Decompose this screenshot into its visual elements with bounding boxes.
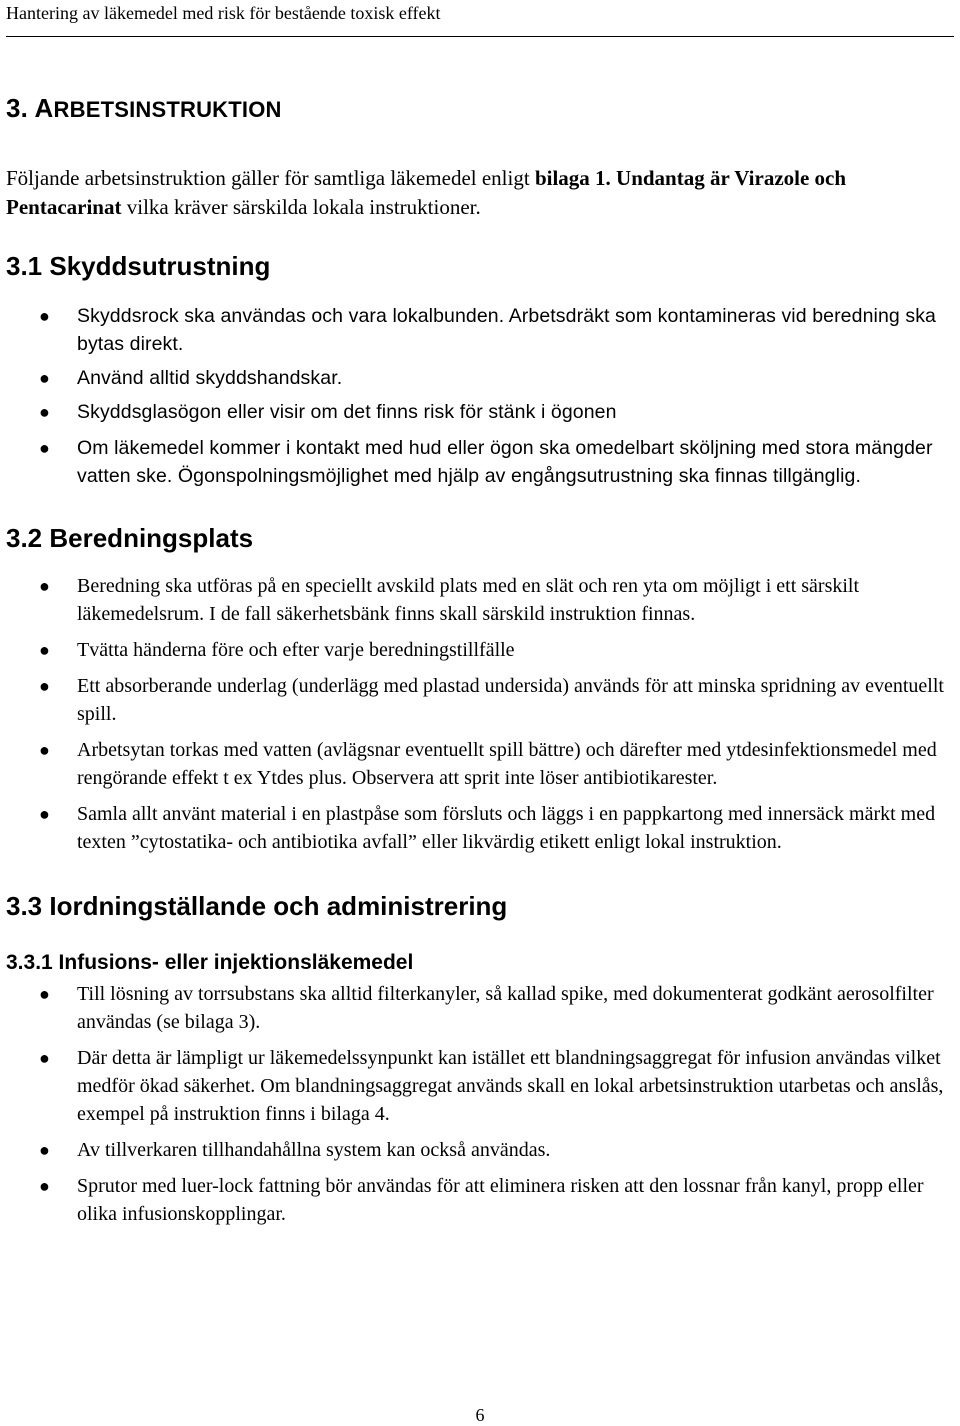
list-item bbox=[6, 572, 954, 628]
list-item bbox=[6, 980, 954, 1036]
intro-bold: bilaga 1. Undantag är Virazole och Pentacarinat bbox=[6, 166, 847, 219]
list-item-text: Arbetsytan torkas med vatten (avlägsnar eventuellt spill bättre) och därefter med ytdesinfektionsmedel med rengörande effekt t ex Ytdes plus. Observera att sprit inte löser antibiotikarester. bbox=[77, 739, 937, 789]
list-item bbox=[6, 364, 954, 392]
list-item-text: Sprutor med luer-lock fattning bör användas för att eliminera risken att den lossnar från kanyl, propp eller olika infusionskopplingar. bbox=[77, 1175, 924, 1225]
list-item bbox=[6, 1044, 954, 1128]
list-item-text: Ett absorberande underlag (underlägg med plastad undersida) används för att minska spridning av eventuellt spill. bbox=[77, 675, 944, 725]
list-item-text: Beredning ska utföras på en speciellt avskild plats med en slät och ren yta om möjligt i ett särskilt läkemedelsrum. I de fall säkerhetsbänk finns skall särskild instruktion finnas. bbox=[77, 575, 860, 625]
list-item bbox=[6, 302, 954, 358]
bullet-icon: ● bbox=[39, 1048, 50, 1068]
list-item bbox=[6, 398, 954, 426]
page-header bbox=[6, 2, 954, 37]
list-item-text: Skyddsglasögon eller visir om det finns risk för stänk i ögonen bbox=[77, 401, 617, 423]
section-3-title-initial: A bbox=[34, 93, 54, 123]
section-3-3-1-list bbox=[6, 980, 954, 1228]
page-number: 6 bbox=[475, 1405, 485, 1425]
bullet-icon: ● bbox=[39, 984, 50, 1004]
section-3-2-list bbox=[6, 572, 954, 856]
bullet-icon: ● bbox=[39, 438, 50, 458]
section-3-number: 3. bbox=[6, 93, 35, 123]
header-title: Hantering av läkemedel med risk för bestående toxisk effekt bbox=[6, 3, 441, 23]
section-3-1-list bbox=[6, 302, 954, 490]
document-body bbox=[6, 92, 954, 1228]
list-item bbox=[6, 1136, 954, 1164]
bullet-icon: ● bbox=[39, 676, 50, 696]
list-item-text: Skyddsrock ska användas och vara lokalbunden. Arbetsdräkt som kontamineras vid beredning ska bytas direkt. bbox=[77, 305, 937, 355]
list-item bbox=[6, 800, 954, 856]
bullet-icon: ● bbox=[39, 640, 50, 660]
bullet-icon: ● bbox=[39, 368, 50, 388]
bullet-icon: ● bbox=[39, 402, 50, 422]
list-item bbox=[6, 1172, 954, 1228]
section-3-1-heading: 3.1 Skyddsutrustning bbox=[6, 251, 271, 281]
list-item-text: Tvätta händerna före och efter varje beredningstillfälle bbox=[77, 639, 515, 661]
intro-part2: vilka kräver särskilda lokala instruktioner. bbox=[121, 195, 481, 219]
bullet-icon: ● bbox=[39, 306, 50, 326]
list-item-text: Av tillverkaren tillhandahållna system kan också användas. bbox=[77, 1139, 551, 1161]
section-3-3-1-heading: 3.3.1 Infusions- eller injektionsläkemedel bbox=[6, 951, 414, 974]
bullet-icon: ● bbox=[39, 1140, 50, 1160]
list-item bbox=[6, 736, 954, 792]
list-item bbox=[6, 636, 954, 664]
list-item-text: Till lösning av torrsubstans ska alltid filterkanyler, så kallad spike, med dokumenterat godkänt aerosolfilter användas (se bilaga 3). bbox=[77, 983, 934, 1033]
list-item-text: Använd alltid skyddshandskar. bbox=[77, 367, 343, 389]
list-item-text: Där detta är lämpligt ur läkemedelssynpunkt kan istället ett blandningsaggregat för infusion användas vilket medför ökad säkerhet. Om blandningsaggregat används skall en lokal arbetsinstruktion utarbetas och anslås, exempel på instruktion finns i bilaga 4. bbox=[77, 1047, 944, 1125]
list-item bbox=[6, 434, 954, 490]
bullet-icon: ● bbox=[39, 804, 50, 824]
section-3-title-rest: RBETSINSTRUKTION bbox=[53, 97, 282, 122]
section-3-heading bbox=[6, 92, 954, 126]
list-item-text: Om läkemedel kommer i kontakt med hud eller ögon ska omedelbart sköljning med stora mängder vatten ske. Ögonspolningsmöjlighet med hjälp av engångsutrustning ska finnas tillgänglig. bbox=[77, 437, 933, 487]
intro-part1: Följande arbetsinstruktion gäller för samtliga läkemedel enligt bbox=[6, 166, 535, 190]
bullet-icon: ● bbox=[39, 1176, 50, 1196]
bullet-icon: ● bbox=[39, 740, 50, 760]
section-3-intro bbox=[6, 164, 954, 222]
bullet-icon: ● bbox=[39, 576, 50, 596]
section-3-3-heading: 3.3 Iordningställande och administrering bbox=[6, 891, 508, 921]
list-item bbox=[6, 672, 954, 728]
section-3-2-heading: 3.2 Beredningsplats bbox=[6, 523, 254, 553]
list-item-text: Samla allt använt material i en plastpåse som försluts och läggs i en pappkartong med innersäck märkt med texten ”cytostatika- och antibiotika avfall” eller likvärdig etikett enligt lokal instruktion. bbox=[77, 803, 936, 853]
